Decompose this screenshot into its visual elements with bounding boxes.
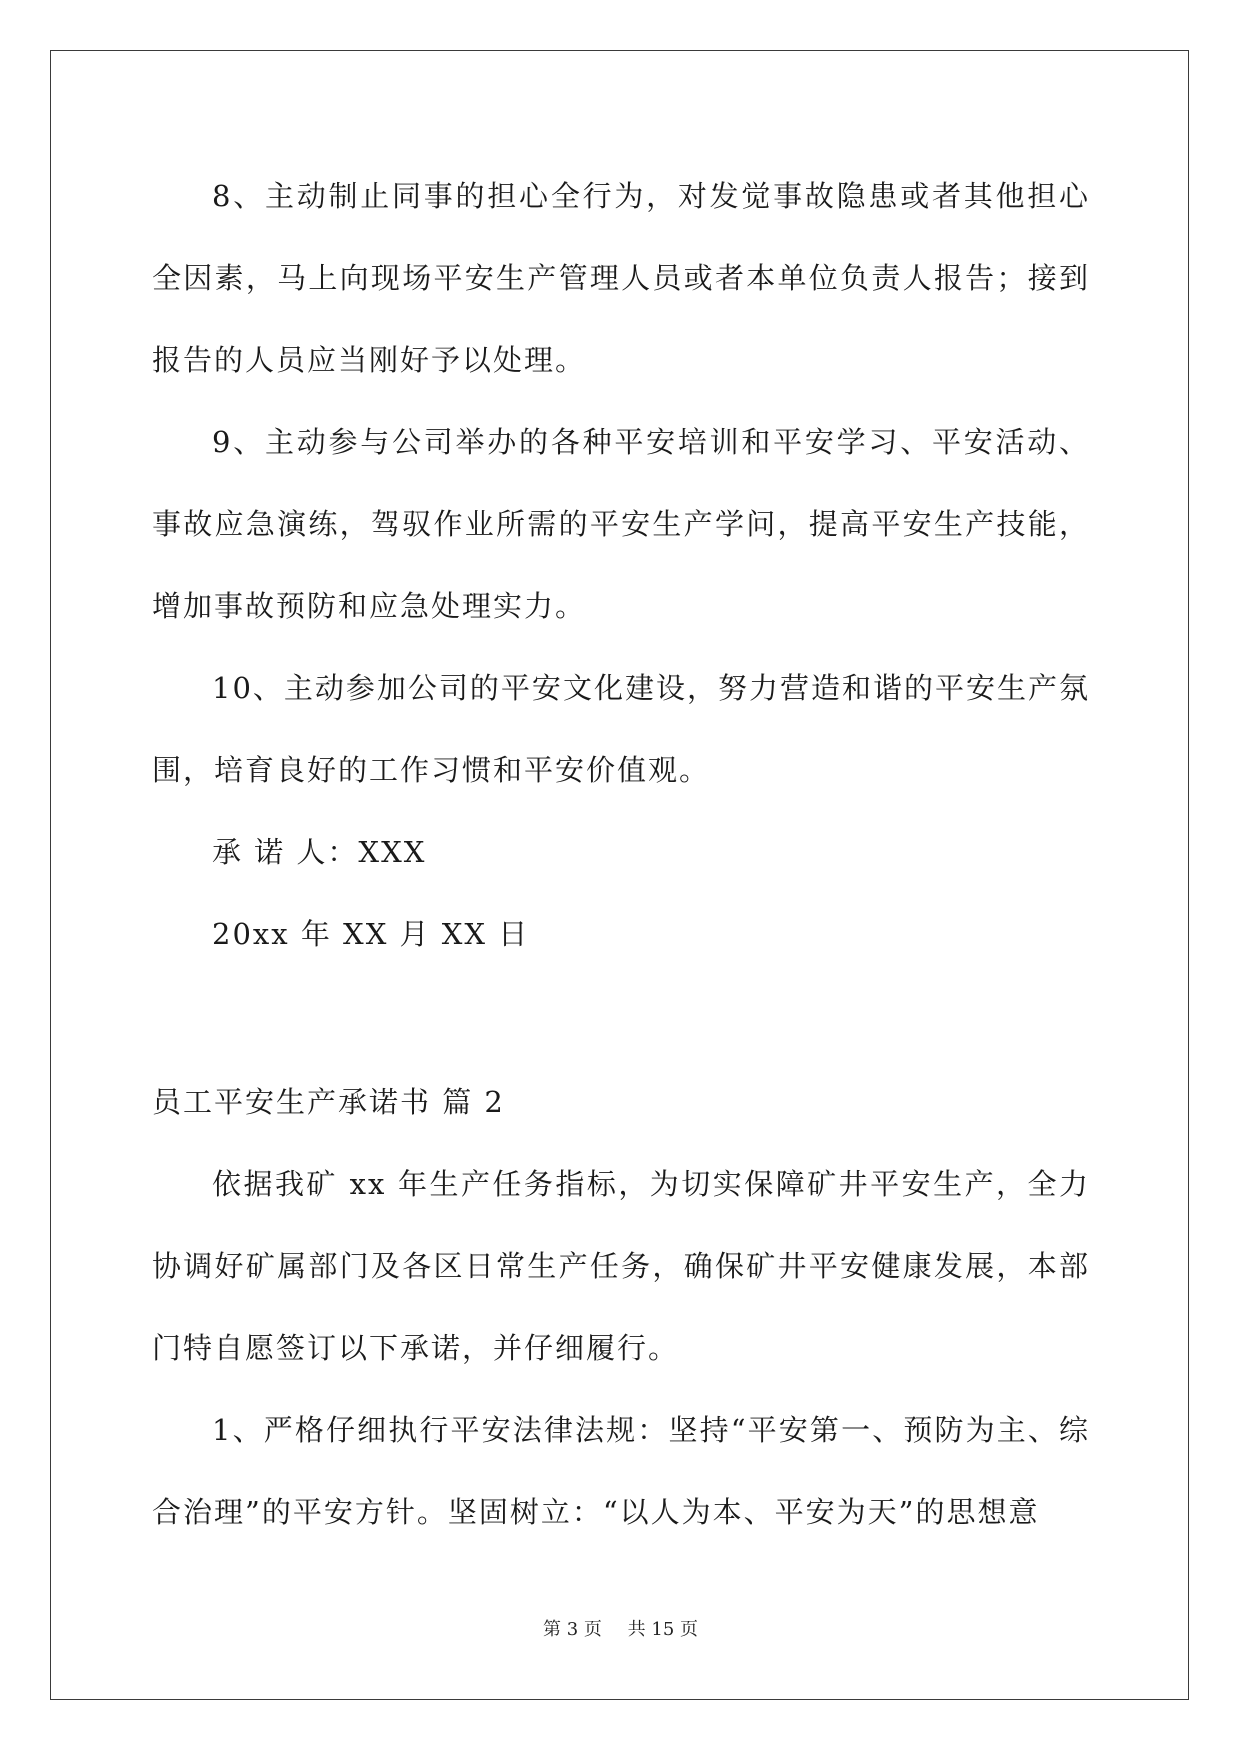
page-footer [0, 1615, 1241, 1641]
paragraph-item-10: 10、主动参加公司的平安文化建设，努力营造和谐的平安生产氛围，培育良好的工作习惯和平安价值观。 [152, 671, 1090, 787]
date-line: 20xx 年 XX 月 XX 日 [212, 917, 530, 951]
promisor-line: 承 诺 人：XXX [212, 835, 427, 869]
page-total: 共 15 页 [627, 1619, 698, 1640]
page-number: 第 3 页 [543, 1619, 602, 1640]
paragraph-intro: 依据我矿 xx 年生产任务指标，为切实保障矿井平安生产，全力协调好矿属部门及各区日常生产任务，确保矿井平安健康发展，本部门特自愿签订以下承诺，并仔细履行。 [152, 1167, 1090, 1365]
paragraph-item-1: 1、严格仔细执行平安法律法规：坚持“平安第一、预防为主、综合治理”的平安方针。坚固树立：“以人为本、平安为天”的思想意 [152, 1413, 1090, 1529]
section-title: 员工平安生产承诺书 篇 2 [152, 1085, 505, 1119]
paragraph-item-9: 9、主动参与公司举办的各种平安培训和平安学习、平安活动、事故应急演练，驾驭作业所需的平安生产学问，提高平安生产技能，增加事故预防和应急处理实力。 [152, 425, 1090, 623]
paragraph-item-8: 8、主动制止同事的担心全行为，对发觉事故隐患或者其他担心全因素，马上向现场平安生产管理人员或者本单位负责人报告；接到报告的人员应当刚好予以处理。 [152, 179, 1090, 377]
document-body [152, 155, 1090, 1553]
